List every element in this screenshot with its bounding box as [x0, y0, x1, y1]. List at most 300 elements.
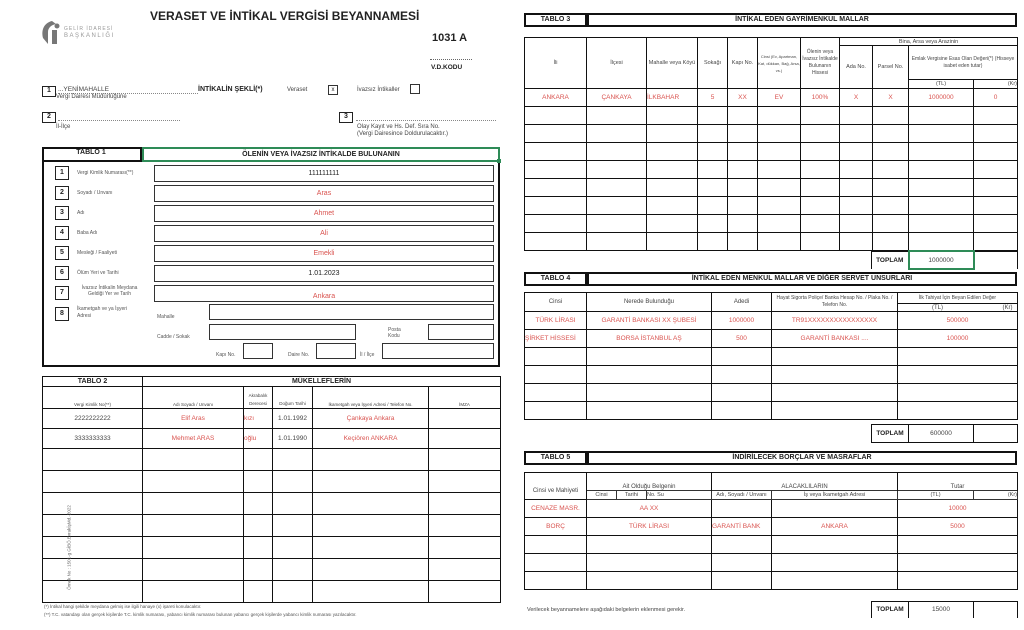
tablo5-cell[interactable]: TÜRK LİRASI: [587, 518, 712, 536]
vd-kodu-label[interactable]: V.D.KODU: [431, 64, 463, 71]
veraset-checkbox[interactable]: x: [328, 85, 338, 95]
tablo4-cell[interactable]: [898, 348, 1018, 366]
tablo3-toplam-kr[interactable]: [974, 251, 1018, 269]
tablo4-empty-row: [525, 384, 1018, 402]
tablo3-empty-row: [525, 179, 1018, 197]
tablo3-cell[interactable]: [974, 179, 1018, 197]
tablo4-cell[interactable]: [898, 402, 1018, 420]
tablo2-cell[interactable]: [429, 449, 501, 471]
tablo1-row-value[interactable]: Emekli: [154, 245, 494, 262]
tablo4-cell[interactable]: 500: [712, 330, 772, 348]
tablo5-sub-kr: (Kr): [974, 491, 1018, 500]
tablo2-cell[interactable]: [43, 471, 143, 493]
tablo3-cell[interactable]: [647, 125, 698, 143]
tablo2-cell[interactable]: 1.01.1992: [273, 409, 313, 429]
tablo5-cell[interactable]: CENAZE MASR.: [525, 500, 587, 518]
tablo4-cell[interactable]: [525, 348, 587, 366]
tablo4-title: İNTİKAL EDEN MENKUL MALLAR VE DİĞER SERVET UNSURLARI: [587, 272, 1017, 286]
tablo4-cell[interactable]: [772, 348, 898, 366]
tablo4-cell[interactable]: 1000000: [712, 312, 772, 330]
mahalle-label: Mahalle: [157, 314, 175, 320]
tablo4-cell[interactable]: [712, 384, 772, 402]
tablo3-cell[interactable]: [647, 107, 698, 125]
tablo4-cell[interactable]: GARANTİ BANKASI ....: [772, 330, 898, 348]
tablo3-cell[interactable]: [587, 179, 647, 197]
tablo2-row: [43, 581, 501, 603]
tablo4-cell[interactable]: 100000: [898, 330, 1018, 348]
tablo3-cell[interactable]: [728, 215, 758, 233]
logo-line1: GELİR İDARESİ: [64, 26, 114, 32]
tablo2-cell[interactable]: [313, 537, 429, 559]
tablo3-cell[interactable]: [698, 233, 728, 251]
tablo2-cell[interactable]: [429, 409, 501, 429]
tablo5-toplam-label: TOPLAM: [872, 602, 909, 618]
tablo1-title[interactable]: ÖLENİN VEYA İVAZSIZ İNTİKALDE BULUNANIN: [142, 147, 500, 162]
tablo4-cell[interactable]: [712, 366, 772, 384]
tablo3-cell[interactable]: [873, 215, 909, 233]
tablo3-cell[interactable]: [801, 179, 840, 197]
tablo2-title: MÜKELLEFLERİN: [143, 377, 501, 387]
tablo5-cell[interactable]: 10000: [898, 500, 1018, 518]
tablo4-cell[interactable]: [587, 366, 712, 384]
tablo2-cell[interactable]: [429, 581, 501, 603]
tablo2-cell[interactable]: [313, 493, 429, 515]
tablo3-cell[interactable]: [698, 125, 728, 143]
tablo3-empty-row: [525, 107, 1018, 125]
tablo5-cell[interactable]: [587, 554, 712, 572]
tablo2-cell[interactable]: [273, 515, 313, 537]
tablo3-cell[interactable]: [587, 143, 647, 161]
tablo3-cell[interactable]: [873, 125, 909, 143]
tablo5-cell[interactable]: ANKARA: [772, 518, 898, 536]
form-title: VERASET VE İNTİKAL VERGİSİ BEYANNAMESİ: [150, 9, 420, 23]
tablo2-cell[interactable]: [43, 537, 143, 559]
tablo5-table: [524, 472, 1018, 590]
tablo3-cell[interactable]: [801, 107, 840, 125]
tablo3-cell[interactable]: [974, 215, 1018, 233]
tablo3-cell[interactable]: [801, 143, 840, 161]
daire-no-label: Daire No.: [288, 352, 310, 358]
field1-number: 1: [42, 86, 56, 97]
tablo4-tl-kr-header: [898, 304, 1018, 312]
tablo3-cell[interactable]: [525, 143, 587, 161]
tablo3-cell[interactable]: [909, 125, 974, 143]
tablo3-cell[interactable]: [647, 233, 698, 251]
tablo5-title: İNDİRİLECEK BORÇLAR VE MASRAFLAR: [587, 451, 1017, 465]
tablo5-cell[interactable]: [712, 554, 772, 572]
tablo3-cell[interactable]: [525, 179, 587, 197]
tablo2-cell[interactable]: Elif Aras: [143, 409, 244, 429]
tablo3-cell[interactable]: [728, 107, 758, 125]
tablo5-cell[interactable]: [525, 572, 587, 590]
tablo3-cell[interactable]: [525, 161, 587, 179]
tablo4-cell[interactable]: [712, 402, 772, 420]
tablo1-row-number: 3: [55, 206, 69, 220]
tablo3-cell[interactable]: [525, 197, 587, 215]
tablo3-cell[interactable]: X: [840, 89, 873, 107]
tablo4-cell[interactable]: [525, 366, 587, 384]
tablo2-cell[interactable]: [273, 581, 313, 603]
tablo3-cell[interactable]: [909, 179, 974, 197]
tablo5-col-alacak: ALACAKLILARIN: [712, 473, 898, 491]
tablo1-row-label: Baba Adı: [77, 230, 98, 236]
tablo2-cell[interactable]: 2222222222: [43, 409, 143, 429]
posta-kodu-label: Posta Kodu: [388, 327, 401, 339]
tablo3-cell[interactable]: [728, 125, 758, 143]
tablo3-row: [525, 89, 1018, 107]
tablo5-cell[interactable]: BORÇ: [525, 518, 587, 536]
tablo4-cell[interactable]: [587, 402, 712, 420]
tablo4-cell[interactable]: 500000: [898, 312, 1018, 330]
tablo3-cell[interactable]: [840, 233, 873, 251]
tablo3-cell[interactable]: [587, 233, 647, 251]
tablo4-cell[interactable]: [525, 402, 587, 420]
tablo5-cell[interactable]: [587, 536, 712, 554]
field3-input[interactable]: [356, 120, 496, 121]
tablo2-cell[interactable]: [429, 493, 501, 515]
tablo4-cell[interactable]: TÜRK LİRASI: [525, 312, 587, 330]
tablo3-cell[interactable]: [840, 107, 873, 125]
tablo4-empty-row: [525, 348, 1018, 366]
tablo3-cell[interactable]: [758, 161, 801, 179]
tablo3-cell[interactable]: [840, 161, 873, 179]
tablo2-cell[interactable]: [429, 559, 501, 581]
tablo3-cell[interactable]: [587, 197, 647, 215]
tablo3-cell[interactable]: [974, 125, 1018, 143]
tablo3-cell[interactable]: [909, 233, 974, 251]
tablo2-row: [43, 429, 501, 449]
field3-number: 3: [339, 112, 353, 123]
tablo2-cell[interactable]: Mehmet ARAS: [143, 429, 244, 449]
tablo2-cell[interactable]: [43, 559, 143, 581]
tablo1-row-value[interactable]: Ankara: [154, 285, 494, 302]
tablo4-empty-row: [525, 366, 1018, 384]
veraset-label: Veraset: [287, 87, 308, 93]
tablo2-cell[interactable]: [244, 493, 273, 515]
tablo3-cell[interactable]: [698, 107, 728, 125]
tablo4-col-header: Cinsi: [525, 293, 587, 312]
tablo5-cell[interactable]: [772, 572, 898, 590]
tablo4-cell[interactable]: [712, 348, 772, 366]
tablo3-cell[interactable]: [525, 107, 587, 125]
posta-kodu-input[interactable]: [428, 324, 494, 340]
tablo4-toplam-kr[interactable]: [974, 425, 1018, 443]
tablo3-cell[interactable]: [698, 143, 728, 161]
tablo4-col-header: Hayat Sigorta Poliçe/ Banka Hesap No. / Plaka No. / Telefon No.: [772, 293, 898, 312]
tablo5-cell[interactable]: 5000: [898, 518, 1018, 536]
tablo2-cell[interactable]: [429, 537, 501, 559]
il-ilce-input[interactable]: [382, 343, 494, 359]
tablo3-cell[interactable]: [974, 161, 1018, 179]
tablo3-cell[interactable]: [840, 125, 873, 143]
tablo5-cell[interactable]: [772, 554, 898, 572]
tablo2-cell[interactable]: [273, 449, 313, 471]
tablo3-cell[interactable]: [728, 179, 758, 197]
tablo3-cell[interactable]: [758, 233, 801, 251]
tablo2-cell[interactable]: [429, 515, 501, 537]
tablo2-cell[interactable]: [273, 471, 313, 493]
tablo2-cell[interactable]: [273, 559, 313, 581]
tablo3-cell[interactable]: [840, 215, 873, 233]
tablo3-cell[interactable]: [801, 233, 840, 251]
tablo3-cell[interactable]: [758, 215, 801, 233]
tablo4-cell[interactable]: BORSA İSTANBUL AŞ: [587, 330, 712, 348]
tablo5-cell[interactable]: [772, 500, 898, 518]
tablo4-cell[interactable]: [898, 366, 1018, 384]
tablo1-row-number: 4: [55, 226, 69, 240]
tablo2-cell[interactable]: [313, 559, 429, 581]
tablo2-row: [43, 515, 501, 537]
tablo4-col-header: Adedi: [712, 293, 772, 312]
tablo5-cell[interactable]: GARANTİ BANK: [712, 518, 772, 536]
tablo3-cell[interactable]: [647, 161, 698, 179]
tablo3-cell[interactable]: [801, 125, 840, 143]
tablo3-cell[interactable]: [801, 215, 840, 233]
tablo1-row-label: İvazsız İntikalin Meydana Geldiği Yer ve Tarih: [81, 285, 138, 297]
tablo5-toplam-kr[interactable]: [974, 602, 1018, 618]
tablo5-sub-adi: Adı, Soyadı / Unvanı: [712, 491, 772, 500]
cadde-input[interactable]: [209, 324, 356, 340]
tablo3-cell[interactable]: [974, 233, 1018, 251]
tablo2-cell[interactable]: [244, 559, 273, 581]
tablo3-cell[interactable]: [974, 143, 1018, 161]
tablo4-cell[interactable]: [587, 384, 712, 402]
tablo2-cell[interactable]: [429, 429, 501, 449]
tablo5-empty-row: [525, 572, 1018, 590]
tablo5-empty-row: [525, 536, 1018, 554]
tablo5-footer-note: Verilecek beyannamelere aşağıdaki belgelerin eklenmesi gerekir.: [527, 607, 686, 613]
tablo2-cell[interactable]: 1.01.1990: [273, 429, 313, 449]
tablo5-cell[interactable]: [525, 536, 587, 554]
tablo5-cell[interactable]: [712, 572, 772, 590]
tablo3-cell[interactable]: 5: [698, 89, 728, 107]
tablo1-row-number: 1: [55, 166, 69, 180]
tablo3-cell[interactable]: [974, 197, 1018, 215]
tablo2-col-header: Doğum Tarihi: [273, 387, 313, 409]
tablo2-cell[interactable]: [313, 471, 429, 493]
tablo3-col-header: Kapı No.: [728, 38, 758, 89]
tablo2-cell[interactable]: 3333333333: [43, 429, 143, 449]
tablo3-kr-header: (Kr): [974, 80, 1018, 89]
field2-input[interactable]: [58, 120, 180, 121]
tablo4-cell[interactable]: [772, 384, 898, 402]
tablo3-cell[interactable]: [840, 179, 873, 197]
tablo3-empty-row: [525, 197, 1018, 215]
tablo3-cell[interactable]: [525, 125, 587, 143]
tablo3-cell[interactable]: [840, 197, 873, 215]
tablo2-cell[interactable]: [273, 493, 313, 515]
tablo3-cell[interactable]: [909, 197, 974, 215]
tablo3-cell[interactable]: [728, 161, 758, 179]
tablo5-toplam-value[interactable]: 15000: [909, 602, 974, 618]
tablo4-cell[interactable]: GARANTİ BANKASI XX ŞUBESİ: [587, 312, 712, 330]
tablo3-cell[interactable]: [698, 197, 728, 215]
tablo3-cell[interactable]: X: [873, 89, 909, 107]
tablo3-cell[interactable]: [587, 125, 647, 143]
gib-logo: [40, 20, 130, 48]
field3-label2: (Vergi Dairesince Doldurulacaktır.): [357, 131, 449, 137]
tablo2-cell[interactable]: [143, 515, 244, 537]
tablo5-cell[interactable]: [772, 536, 898, 554]
tablo4-cell[interactable]: [772, 366, 898, 384]
tablo1-row-number: 2: [55, 186, 69, 200]
tablo2-cell[interactable]: [143, 471, 244, 493]
tablo3-toplam-value[interactable]: 1000000: [909, 251, 974, 269]
tablo3-cell[interactable]: [698, 215, 728, 233]
tablo3-cell[interactable]: [758, 107, 801, 125]
field1-value[interactable]: ...YENİMAHALLE: [58, 86, 198, 94]
cadde-label: Cadde / Sokak: [157, 334, 190, 340]
tablo3-cell[interactable]: İLKBAHAR: [647, 89, 698, 107]
tablo3-cell[interactable]: [873, 107, 909, 125]
tablo5-cell[interactable]: [525, 554, 587, 572]
tablo3-cell[interactable]: [525, 233, 587, 251]
tablo3-cell[interactable]: [909, 215, 974, 233]
tablo1-row-value[interactable]: 1.01.2023: [154, 265, 494, 282]
tablo4-cell[interactable]: [898, 384, 1018, 402]
tablo1-row-label: Vergi Kimlik Numarası(**): [77, 170, 134, 176]
tablo4-empty-row: [525, 402, 1018, 420]
tablo3-cell[interactable]: 0: [974, 89, 1018, 107]
tablo5-cell[interactable]: [898, 536, 1018, 554]
tablo2-cell[interactable]: [143, 493, 244, 515]
tablo2-cell[interactable]: oğlu: [244, 429, 273, 449]
tablo3-cell[interactable]: [909, 161, 974, 179]
tablo2-cell[interactable]: [313, 449, 429, 471]
tablo2-cell[interactable]: [43, 449, 143, 471]
tablo3-cell[interactable]: [587, 215, 647, 233]
tablo3-cell[interactable]: [525, 215, 587, 233]
tablo3-cell[interactable]: [873, 197, 909, 215]
tablo4-cell[interactable]: [772, 402, 898, 420]
tablo3-cell[interactable]: [587, 107, 647, 125]
tablo3-cell[interactable]: [647, 179, 698, 197]
tablo2-cell[interactable]: [43, 581, 143, 603]
kapi-no-input[interactable]: [243, 343, 273, 359]
tablo3-cell[interactable]: [801, 161, 840, 179]
tablo2-cell[interactable]: [244, 449, 273, 471]
tablo2-cell[interactable]: [244, 471, 273, 493]
tablo3-cell[interactable]: [647, 215, 698, 233]
tablo3-cell[interactable]: [873, 143, 909, 161]
tablo3-cell[interactable]: [909, 107, 974, 125]
tablo2-cell[interactable]: [244, 537, 273, 559]
tablo4-cell[interactable]: [525, 384, 587, 402]
selection-handle[interactable]: [497, 159, 501, 163]
tablo3-cell[interactable]: [801, 197, 840, 215]
tablo3-cell[interactable]: [698, 161, 728, 179]
tablo3-cell[interactable]: [909, 143, 974, 161]
tablo5-cell[interactable]: AA XX: [587, 500, 712, 518]
tablo4-cell[interactable]: ŞİRKET HİSSESİ: [525, 330, 587, 348]
tablo3-empty-row: [525, 161, 1018, 179]
tablo2-cell[interactable]: Keçiören ANKARA: [313, 429, 429, 449]
tablo2-cell[interactable]: [429, 471, 501, 493]
tablo2-cell[interactable]: [143, 581, 244, 603]
tablo2-cell[interactable]: [43, 493, 143, 515]
tablo3-col-header: İlçesi: [587, 38, 647, 89]
tablo2-col-header: Akrabalık Derecesi: [244, 387, 273, 409]
tablo3-cell[interactable]: 100%: [801, 89, 840, 107]
tablo3-cell[interactable]: [873, 161, 909, 179]
tablo3-toplam-label: TOPLAM: [872, 251, 909, 269]
tablo2-row: [43, 559, 501, 581]
tablo3-table: [524, 37, 1018, 251]
ivazsiz-checkbox[interactable]: [410, 84, 420, 94]
tablo3-cell[interactable]: [758, 143, 801, 161]
tablo4-row: [525, 330, 1018, 348]
tablo4-tl-header: (TL): [932, 304, 943, 311]
tablo3-cell[interactable]: [974, 107, 1018, 125]
tablo3-cell[interactable]: [840, 143, 873, 161]
tablo5-cell[interactable]: [712, 536, 772, 554]
tablo3-cell[interactable]: 1000000: [909, 89, 974, 107]
tablo2-cell[interactable]: [313, 581, 429, 603]
tablo3-cell[interactable]: [647, 197, 698, 215]
tablo3-cell[interactable]: EV: [758, 89, 801, 107]
tablo1-row-value[interactable]: 111111111: [154, 165, 494, 182]
tablo2-cell[interactable]: [143, 559, 244, 581]
tablo3-cell[interactable]: [873, 179, 909, 197]
tablo4-cell[interactable]: [587, 348, 712, 366]
tablo2-cell[interactable]: kızı: [244, 409, 273, 429]
tablo2-cell[interactable]: [244, 581, 273, 603]
daire-no-input[interactable]: [316, 343, 356, 359]
tablo2-cell[interactable]: [143, 449, 244, 471]
mahalle-input[interactable]: [209, 304, 494, 320]
field3-label1: Olay Kayıt ve Hs. Def. Sıra No.: [357, 124, 440, 130]
tablo3-cell[interactable]: [587, 161, 647, 179]
tablo1-row-number: 5: [55, 246, 69, 260]
tablo3-col-header: Sokağı: [698, 38, 728, 89]
tablo3-label: TABLO 3: [524, 13, 587, 27]
tablo5-cell[interactable]: [898, 554, 1018, 572]
tablo3-cell[interactable]: ÇANKAYA: [587, 89, 647, 107]
tablo5-cell[interactable]: [898, 572, 1018, 590]
tablo4-toplam-value[interactable]: 600000: [909, 425, 974, 443]
tablo3-title: İNTİKAL EDEN GAYRİMENKUL MALLAR: [587, 13, 1017, 27]
tablo1-row-value[interactable]: Ali: [154, 225, 494, 242]
tablo4-cell[interactable]: TR91XXXXXXXXXXXXXXXX: [772, 312, 898, 330]
tablo3-cell[interactable]: [758, 125, 801, 143]
tablo3-cell[interactable]: ANKARA: [525, 89, 587, 107]
tablo3-cell[interactable]: [728, 233, 758, 251]
tablo5-cell[interactable]: [712, 500, 772, 518]
tablo2-cell[interactable]: [43, 515, 143, 537]
tablo5-cell[interactable]: [587, 572, 712, 590]
tablo3-total: [871, 250, 1018, 270]
tablo3-cell[interactable]: XX: [728, 89, 758, 107]
tablo3-cell[interactable]: [873, 233, 909, 251]
tablo3-cell[interactable]: [728, 197, 758, 215]
tablo5-sub-nosu: No. Su: [647, 491, 712, 500]
tablo5-row: [525, 518, 1018, 536]
tablo3-cell[interactable]: [728, 143, 758, 161]
tablo2-cell[interactable]: [143, 537, 244, 559]
tablo2-cell[interactable]: [244, 515, 273, 537]
tablo3-cell[interactable]: [758, 179, 801, 197]
tablo1-row-value[interactable]: Ahmet: [154, 205, 494, 222]
tablo1-row-value[interactable]: Aras: [154, 185, 494, 202]
tablo3-cell[interactable]: [758, 197, 801, 215]
tablo3-cell[interactable]: [647, 143, 698, 161]
tablo3-col-header: Parsel No.: [873, 46, 909, 89]
tablo3-empty-row: [525, 233, 1018, 251]
tablo2-cell[interactable]: [273, 537, 313, 559]
tablo2-cell[interactable]: [313, 515, 429, 537]
tablo2-cell[interactable]: Çankaya Ankara: [313, 409, 429, 429]
tablo3-cell[interactable]: [698, 179, 728, 197]
